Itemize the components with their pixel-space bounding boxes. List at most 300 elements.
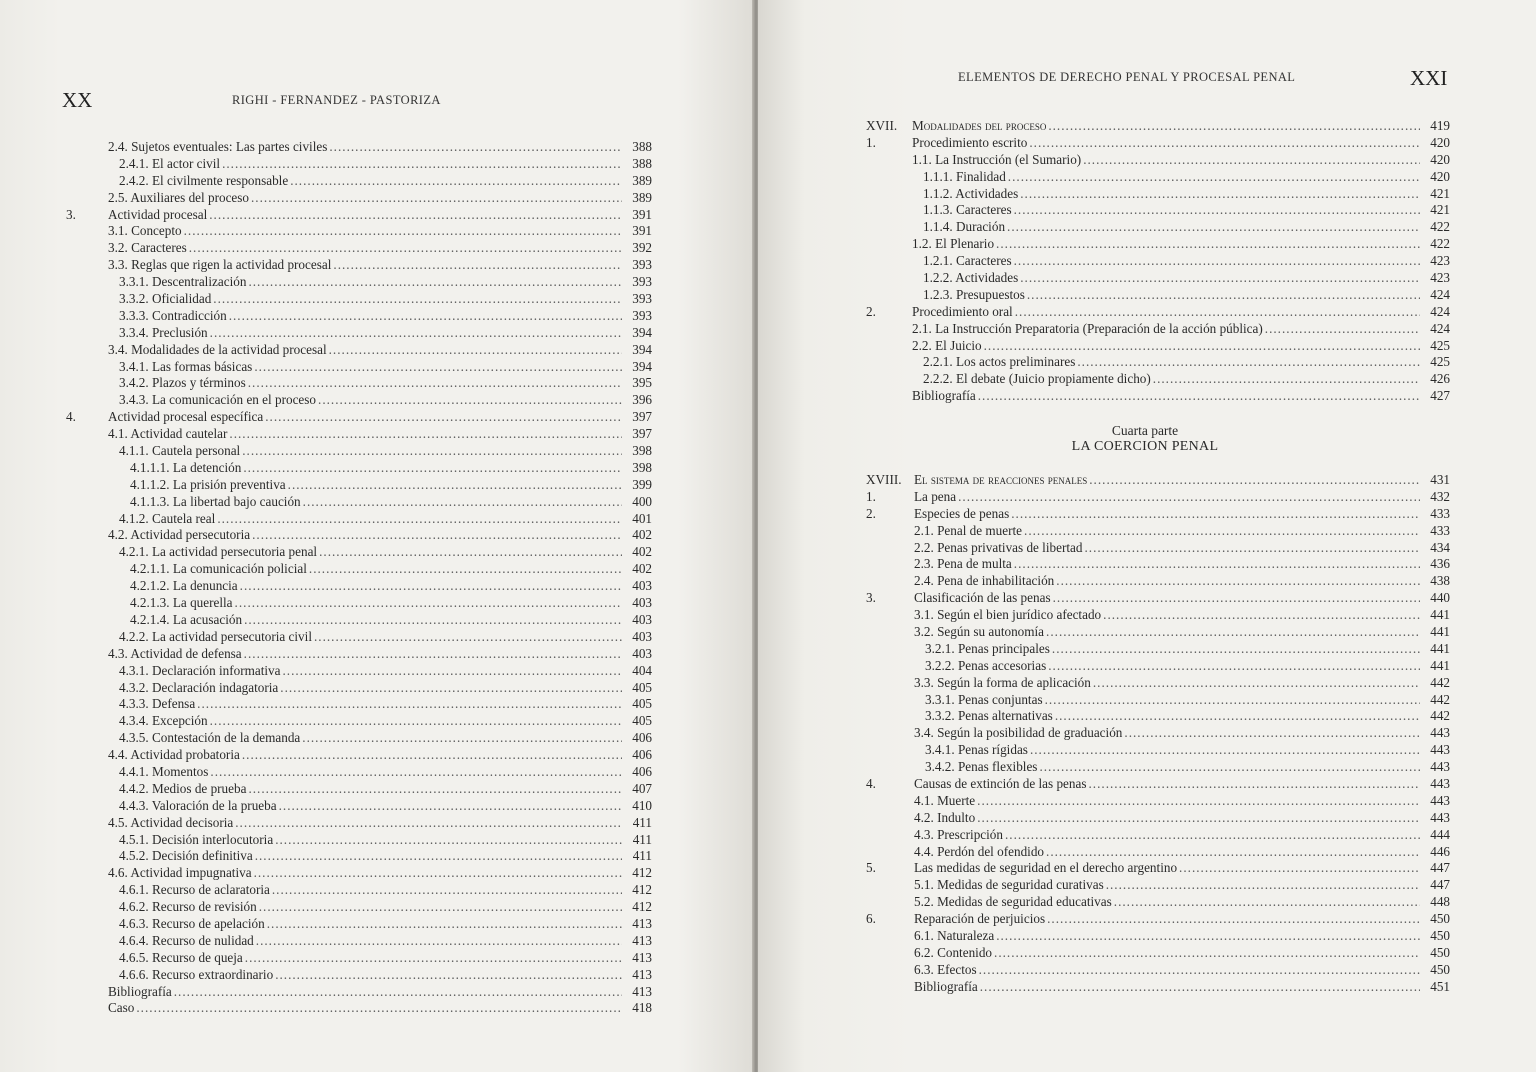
toc-page-number: 405 [632, 679, 652, 695]
toc-page-number: 442 [1430, 674, 1450, 690]
toc-entry-title: 3.4.3. La comunicación en el proceso [119, 392, 317, 408]
toc-leader-dots [319, 544, 622, 561]
toc-leader-dots [136, 1000, 622, 1017]
toc-leader-dots [994, 945, 1420, 962]
toc-leader-dots [259, 899, 622, 916]
toc-entry-title: Reparación de perjuicios [914, 911, 1046, 927]
toc-entry-title: El sistema de reacciones penales [914, 472, 1088, 487]
toc-leader-dots [1056, 573, 1420, 590]
toc-row [866, 675, 1450, 692]
toc-row [866, 304, 1450, 321]
toc-leader-dots [977, 810, 1420, 827]
toc-leader-dots [1014, 202, 1420, 219]
toc-leader-dots [242, 443, 622, 460]
toc-entry-title: 1.1.2. Actividades [923, 185, 1019, 201]
toc-entry-title: 4.4.2. Medios de prueba [119, 780, 247, 796]
toc-page-number: 403 [632, 611, 652, 627]
toc-leader-dots [996, 928, 1420, 945]
toc-entry-title: 3.3. Según la forma de aplicación [914, 674, 1091, 690]
toc-section-number: 3. [66, 206, 76, 222]
toc-entry-title: 4.1.1.2. La prisión preventiva [130, 476, 286, 492]
toc-entry-title: 1.1.1. Finalidad [923, 168, 1006, 184]
toc-entry-title: 2.1. Penal de muerte [914, 522, 1023, 538]
toc-leader-dots [1024, 523, 1420, 540]
toc-page-number: 425 [1430, 354, 1450, 370]
toc-row [866, 658, 1450, 675]
toc-leader-dots [1047, 911, 1420, 928]
toc-page-number: 420 [1430, 134, 1450, 150]
toc-entry-title: 4.3.1. Declaración informativa [119, 662, 281, 678]
toc-page-number: 419 [1430, 118, 1450, 133]
toc-row [66, 240, 652, 257]
toc-leader-dots [1029, 135, 1420, 152]
toc-leader-dots [984, 338, 1420, 355]
toc-leader-dots [248, 274, 622, 291]
toc-row [66, 646, 652, 663]
toc-section-number: 1. [866, 488, 876, 504]
toc-leader-dots [1124, 725, 1420, 742]
toc-page-number: 410 [632, 797, 652, 813]
toc-leader-dots [958, 489, 1420, 506]
toc-row [866, 321, 1450, 338]
toc-row [866, 742, 1450, 759]
toc-row [866, 860, 1450, 877]
toc-entry-title: 4.3.2. Declaración indagatoria [119, 679, 279, 695]
toc-page-number: 425 [1430, 337, 1450, 353]
toc-entry-title: 2.2.1. Los actos preliminares [923, 354, 1076, 370]
toc-row [66, 223, 652, 240]
toc-entry-title: 4.3. Prescripción [914, 826, 1003, 842]
toc-entry-title: 4.5.2. Decisión definitiva [119, 848, 253, 864]
toc-entry-title: 3.4.1. Las formas básicas [119, 358, 253, 374]
toc-leader-dots [1046, 844, 1420, 861]
toc-row [66, 527, 652, 544]
toc-row [66, 595, 652, 612]
toc-leader-dots [1153, 371, 1420, 388]
toc-leader-dots [1053, 590, 1420, 607]
toc-entry-title: Bibliografía [914, 978, 978, 994]
toc-entry-title: 4.2.1.4. La acusación [130, 611, 243, 627]
toc-leader-dots [1015, 304, 1420, 321]
toc-leader-dots [1027, 287, 1420, 304]
toc-page-number: 389 [632, 189, 652, 205]
toc-row [66, 544, 652, 561]
toc-row [66, 663, 652, 680]
toc-page-number: 394 [632, 324, 652, 340]
toc-entry-title: Procedimiento oral [912, 303, 1013, 319]
toc-leader-dots [288, 477, 622, 494]
toc-leader-dots [275, 967, 622, 984]
toc-row [866, 202, 1450, 219]
toc-row [866, 253, 1450, 270]
toc-row [66, 156, 652, 173]
toc-page-number: 421 [1430, 185, 1450, 201]
toc-page-number: 448 [1430, 894, 1450, 910]
toc-leader-dots [184, 223, 622, 240]
toc-leader-dots [213, 291, 622, 308]
toc-row [866, 388, 1450, 405]
toc-section-number: XVIII. [866, 472, 902, 487]
toc-row [66, 359, 652, 376]
toc-page-number: 451 [1430, 978, 1450, 994]
toc-page-number: 427 [1430, 388, 1450, 404]
toc-entry-title: 1.2.1. Caracteres [923, 253, 1012, 269]
toc-entry-title: 4.1.1. Cautela personal [119, 443, 241, 459]
toc-leader-dots [256, 933, 622, 950]
toc-page-number: 433 [1430, 522, 1450, 538]
toc-row [866, 338, 1450, 355]
toc-entry-title: Clasificación de las penas [914, 590, 1051, 606]
toc-row [66, 139, 652, 156]
toc-leader-dots [1103, 607, 1420, 624]
toc-leader-dots [1055, 708, 1420, 725]
right-folio: XXI [1410, 66, 1448, 90]
toc-leader-dots [242, 747, 622, 764]
left-folio: XX [62, 88, 93, 112]
toc-row [866, 169, 1450, 186]
toc-row [866, 979, 1450, 996]
toc-row [66, 460, 652, 477]
toc-row [866, 186, 1450, 203]
toc-leader-dots [240, 578, 622, 595]
toc-entry-title: Especies de penas [914, 505, 1010, 521]
toc-entry-title: 2.4. Pena de inhabilitación [914, 573, 1055, 589]
toc-leader-dots [1014, 253, 1420, 270]
toc-entry-title: 2.4.1. El actor civil [119, 155, 221, 171]
toc-section-number: XVII. [866, 118, 898, 133]
toc-leader-dots [210, 713, 622, 730]
toc-leader-dots [280, 680, 622, 697]
toc-section-number: 5. [866, 860, 876, 876]
toc-entry-title: Procedimiento escrito [912, 134, 1028, 150]
toc-page-number: 441 [1430, 607, 1450, 623]
toc-page-number: 403 [632, 578, 652, 594]
toc-entry-title: 3.3.1. Penas conjuntas [925, 691, 1043, 707]
toc-leader-dots [254, 865, 622, 882]
toc-entry-title: 5.1. Medidas de seguridad curativas [914, 877, 1104, 893]
toc-page-number: 442 [1430, 691, 1450, 707]
toc-row [66, 798, 652, 815]
toc-leader-dots [1011, 506, 1420, 523]
toc-entry-title: 6.1. Naturaleza [914, 928, 995, 944]
toc-page-number: 411 [632, 831, 652, 847]
toc-entry-title: 4.4. Perdón del ofendido [914, 843, 1045, 859]
part-label: Cuarta parte [1111, 423, 1179, 438]
toc-entry-title: 4.1.1.3. La libertad bajo caución [130, 493, 301, 509]
toc-leader-dots [1084, 540, 1420, 557]
toc-entry-title: 3.3.1. Descentralización [119, 274, 247, 290]
toc-page-number: 397 [632, 409, 652, 425]
toc-page-number: 413 [632, 915, 652, 931]
toc-leader-dots [314, 629, 622, 646]
toc-page-number: 443 [1430, 792, 1450, 808]
toc-row [66, 257, 652, 274]
toc-page-number: 411 [632, 848, 652, 864]
toc-row [66, 933, 652, 950]
toc-section-number: 6. [866, 911, 876, 927]
toc-section-number: 1. [866, 134, 876, 150]
toc-entry-title: 4.5.1. Decisión interlocutoria [119, 831, 274, 847]
toc-leader-dots [282, 663, 622, 680]
toc-row [66, 426, 652, 443]
toc-page-number: 412 [632, 865, 652, 881]
toc-page-number: 441 [1430, 657, 1450, 673]
toc-page-number: 395 [632, 375, 652, 391]
toc-page-number: 446 [1430, 843, 1450, 859]
toc-entry-title: 4.2. Actividad persecutoria [108, 527, 251, 543]
toc-page-number: 420 [1430, 168, 1450, 184]
toc-entry-title: Las medidas de seguridad en el derecho argentino [914, 860, 1178, 876]
toc-row [66, 984, 652, 1001]
toc-page-number: 393 [632, 274, 652, 290]
toc-leader-dots [1048, 658, 1420, 675]
toc-entry-title: 3.2. Según su autonomía [914, 624, 1045, 640]
toc-leader-dots [978, 388, 1420, 405]
toc-row [66, 578, 652, 595]
toc-entry-title: 3.4. Según la posibilidad de graduación [914, 725, 1123, 741]
toc-leader-dots [979, 962, 1420, 979]
right-toc-part-a [866, 118, 1450, 405]
toc-entry-title: 3.2. Caracteres [108, 240, 187, 256]
toc-leader-dots [318, 392, 622, 409]
toc-section-number: 2. [866, 505, 876, 521]
toc-entry-title: 2.4.2. El civilmente responsable [119, 172, 289, 188]
toc-page-number: 447 [1430, 877, 1450, 893]
toc-entry-title: 3.3. Reglas que rigen la actividad procesal [108, 257, 332, 273]
toc-page-number: 443 [1430, 776, 1450, 792]
toc-row [66, 747, 652, 764]
toc-entry-title: 2.5. Auxiliares del proceso [108, 189, 249, 205]
toc-row [66, 173, 652, 190]
toc-page-number: 406 [632, 730, 652, 746]
toc-leader-dots [255, 848, 622, 865]
toc-leader-dots [1179, 860, 1420, 877]
toc-page-number: 423 [1430, 253, 1450, 269]
toc-page-number: 405 [632, 696, 652, 712]
toc-leader-dots [303, 494, 622, 511]
toc-row [866, 472, 1450, 489]
toc-section-number: 4. [866, 776, 876, 792]
toc-page-number: 421 [1430, 202, 1450, 218]
toc-page-number: 388 [632, 155, 652, 171]
toc-entry-title: 4.6.5. Recurso de queja [119, 949, 243, 965]
toc-entry-title: 3.3.2. Oficialidad [119, 291, 212, 307]
toc-leader-dots [1089, 776, 1421, 793]
toc-page-number: 403 [632, 628, 652, 644]
toc-row [866, 692, 1450, 709]
toc-page-number: 402 [632, 561, 652, 577]
toc-section-number: 2. [866, 303, 876, 319]
right-running-head: ELEMENTOS DE DERECHO PENAL Y PROCESAL PENAL [958, 70, 1296, 84]
toc-entry-title: 3.1. Concepto [108, 223, 182, 239]
toc-page-number: 393 [632, 291, 652, 307]
toc-page-number: 447 [1430, 860, 1450, 876]
toc-entry-title: 2.2.2. El debate (Juicio propiamente dicho) [923, 371, 1151, 387]
toc-leader-dots [1106, 877, 1420, 894]
toc-leader-dots [217, 511, 622, 528]
toc-row [866, 776, 1450, 793]
toc-page-number: 391 [632, 223, 652, 239]
toc-leader-dots [1020, 270, 1420, 287]
toc-page-number: 420 [1430, 151, 1450, 167]
part-title: LA COERCION PENAL [1071, 439, 1219, 454]
toc-page-number: 413 [632, 949, 652, 965]
toc-row [866, 810, 1450, 827]
toc-entry-title: 3.4. Modalidades de la actividad procesal [108, 341, 327, 357]
toc-leader-dots [252, 527, 622, 544]
toc-leader-dots [1046, 624, 1420, 641]
toc-row [66, 375, 652, 392]
toc-leader-dots [329, 139, 622, 156]
toc-entry-title: 4.6.2. Recurso de revisión [119, 899, 257, 915]
toc-row [66, 190, 652, 207]
toc-page-number: 444 [1430, 826, 1450, 842]
left-toc [66, 139, 652, 1017]
toc-page-number: 406 [632, 747, 652, 763]
toc-leader-dots [245, 950, 622, 967]
toc-row [866, 354, 1450, 371]
toc-row [866, 540, 1450, 557]
toc-row [866, 877, 1450, 894]
toc-page-number: 396 [632, 392, 652, 408]
toc-leader-dots [248, 375, 622, 392]
toc-page-number: 402 [632, 527, 652, 543]
toc-leader-dots [235, 595, 622, 612]
toc-entry-title: 1.1. La Instrucción (el Sumario) [912, 151, 1082, 167]
toc-entry-title: 2.2. Penas privativas de libertad [914, 539, 1083, 555]
toc-row [866, 270, 1450, 287]
toc-entry-title: 3.1. Según el bien jurídico afectado [914, 607, 1102, 623]
toc-leader-dots [1265, 321, 1420, 338]
toc-row [866, 894, 1450, 911]
toc-entry-title: 4.6.1. Recurso de aclaratoria [119, 882, 270, 898]
toc-row [866, 152, 1450, 169]
toc-row [66, 342, 652, 359]
toc-page-number: 450 [1430, 911, 1450, 927]
toc-entry-title: Causas de extinción de las penas [914, 776, 1087, 792]
toc-page-number: 394 [632, 358, 652, 374]
toc-leader-dots [290, 173, 622, 190]
toc-page-number: 413 [632, 966, 652, 982]
toc-entry-title: 3.2.1. Penas principales [925, 640, 1050, 656]
toc-entry-title: 1.2. El Plenario [912, 236, 995, 252]
toc-entry-title: 4.4. Actividad probatoria [108, 747, 240, 763]
toc-row [66, 848, 652, 865]
toc-leader-dots [1052, 641, 1420, 658]
toc-page-number: 441 [1430, 624, 1450, 640]
toc-entry-title: 3.3.2. Penas alternativas [925, 708, 1053, 724]
toc-entry-title: 3.3.3. Contradicción [119, 307, 227, 323]
toc-page-number: 412 [632, 899, 652, 915]
toc-row [66, 916, 652, 933]
toc-entry-title: 2.3. Pena de multa [914, 556, 1012, 572]
toc-page-number: 403 [632, 645, 652, 661]
toc-leader-dots [1089, 472, 1420, 489]
toc-entry-title: 4.3. Actividad de defensa [108, 645, 242, 661]
toc-page-number: 398 [632, 443, 652, 459]
toc-row [66, 274, 652, 291]
toc-page-number: 389 [632, 172, 652, 188]
toc-leader-dots [1039, 759, 1420, 776]
toc-row [66, 511, 652, 528]
toc-leader-dots [996, 236, 1420, 253]
toc-entry-title: 4.6.4. Recurso de nulidad [119, 932, 254, 948]
toc-entry-title: 3.4.1. Penas rígidas [925, 742, 1028, 758]
toc-leader-dots [1030, 742, 1420, 759]
toc-entry-title: 5.2. Medidas de seguridad educativas [914, 894, 1112, 910]
toc-entry-title: 2.4. Sujetos eventuales: Las partes civiles [108, 139, 328, 154]
toc-row [66, 865, 652, 882]
toc-row [66, 832, 652, 849]
toc-row [66, 629, 652, 646]
toc-row [866, 844, 1450, 861]
toc-row [866, 945, 1450, 962]
toc-page-number: 422 [1430, 219, 1450, 235]
toc-entry-title: Bibliografía [108, 983, 172, 999]
toc-row [66, 392, 652, 409]
toc-leader-dots [174, 984, 622, 1001]
toc-row [866, 118, 1450, 135]
toc-entry-title: 4.4.1. Momentos [119, 763, 209, 779]
toc-page-number: 438 [1430, 573, 1450, 589]
toc-entry-title: 4.6. Actividad impugnativa [108, 865, 252, 881]
toc-entry-title: 3.4.2. Plazos y términos [119, 375, 246, 391]
toc-entry-title: 4.2.1.2. La denuncia [130, 578, 238, 594]
toc-leader-dots [1014, 556, 1420, 573]
toc-leader-dots [1114, 894, 1420, 911]
toc-row [866, 287, 1450, 304]
toc-entry-title: 4.3.5. Contestación de la demanda [119, 730, 301, 746]
toc-row [66, 781, 652, 798]
toc-leader-dots [333, 257, 622, 274]
toc-leader-dots [1093, 675, 1420, 692]
toc-row [866, 793, 1450, 810]
toc-page-number: 443 [1430, 742, 1450, 758]
toc-row [866, 928, 1450, 945]
toc-row [866, 506, 1450, 523]
toc-row [66, 443, 652, 460]
toc-page-number: 440 [1430, 590, 1450, 606]
toc-entry-title: 3.4.2. Penas flexibles [925, 759, 1038, 775]
toc-page-number: 443 [1430, 725, 1450, 741]
toc-entry-title: Actividad procesal [108, 206, 208, 222]
toc-leader-dots [977, 793, 1420, 810]
toc-entry-title: Actividad procesal específica [108, 409, 264, 425]
toc-row [866, 725, 1450, 742]
toc-page-number: 424 [1430, 286, 1450, 302]
toc-entry-title: 1.1.3. Caracteres [923, 202, 1012, 218]
toc-entry-title: 4.1.1.1. La detención [130, 459, 242, 475]
toc-entry-title: 3.2.2. Penas accesorias [925, 657, 1047, 673]
toc-page-number: 403 [632, 595, 652, 611]
toc-row [866, 556, 1450, 573]
toc-row [866, 962, 1450, 979]
toc-page-number: 388 [632, 139, 652, 154]
toc-row [866, 708, 1450, 725]
toc-row [66, 477, 652, 494]
toc-page-number: 393 [632, 257, 652, 273]
toc-leader-dots [1020, 186, 1420, 203]
right-toc-part-b [866, 472, 1450, 996]
toc-page-number: 433 [1430, 505, 1450, 521]
toc-entry-title: 6.3. Efectos [914, 961, 977, 977]
toc-row [66, 494, 652, 511]
toc-leader-dots [1008, 169, 1420, 186]
toc-leader-dots [197, 696, 622, 713]
toc-entry-title: Bibliografía [912, 388, 976, 404]
toc-page-number: 404 [632, 662, 652, 678]
toc-row [66, 764, 652, 781]
